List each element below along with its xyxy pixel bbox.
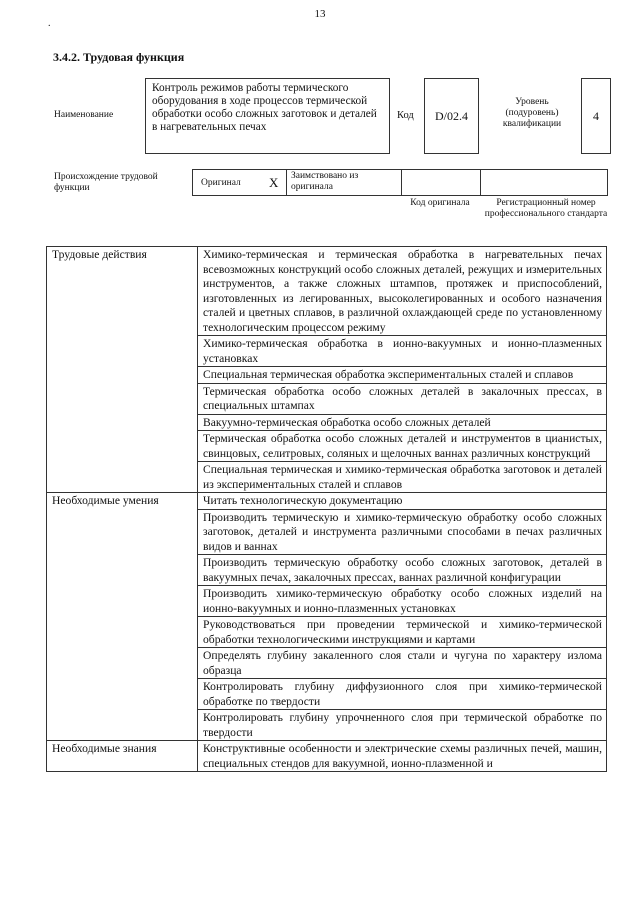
- item-cell: Контролировать глубину упрочненного слоя при термической обработке по твердости: [198, 710, 607, 741]
- category-cell: Трудовые действия: [47, 247, 198, 493]
- item-cell: Химико-термическая обработка в ионно-вакуумных и ионно-плазменных установках: [198, 336, 607, 367]
- table-row: [47, 741, 607, 772]
- item-cell: Контролировать глубину диффузионного слоя при химико-термической обработке по твердости: [198, 679, 607, 710]
- category-cell: Необходимые знания: [47, 741, 198, 772]
- item-cell: Производить химико-термическую обработку особо сложных изделий на ионно-вакуумных и ионно-плазменных установках: [198, 586, 607, 617]
- function-name: Контроль режимов работы термического оборудования в ходе процессов термической обработки особо сложных заготовок и деталей в нагревательных печах: [145, 78, 390, 154]
- category-cell: Необходимые умения: [47, 493, 198, 741]
- item-cell: Конструктивные особенности и электрические схемы различных печей, машин, специальных стендов для вакуумной, ионно-плазменной и: [198, 741, 607, 772]
- table-row: [47, 493, 607, 510]
- origin-original-cell: [192, 169, 287, 196]
- origin-borrowed-cell: [286, 169, 402, 196]
- original-code-caption: Код оригинала: [410, 198, 470, 208]
- origin-reg-cell: [480, 169, 608, 196]
- function-table: [46, 246, 607, 772]
- item-cell: Химико-термическая и термическая обработка в нагревательных печах всевозможных конструкций особо сложных деталей, режущих и измерительных инструментов, а также сложных штампов, протяжек и приспособлений, изготовленных из легированных, высоколегированных и особого назначения сталей и цветных сплавов, в различной охлаждающей среде по установленному технологическим процессом режиму: [198, 247, 607, 336]
- item-cell: Определять глубину закаленного слоя стали и чугуна по характеру излома образца: [198, 648, 607, 679]
- table-row: [47, 247, 607, 336]
- item-cell: Специальная термическая обработка экспериментальных сталей и сплавов: [198, 367, 607, 384]
- item-cell: Производить термическую и химико-термическую обработку особо сложных заготовок, деталей и инструмента различными способами в печах различных видов и ваннах: [198, 509, 607, 555]
- item-cell: Производить термическую обработку особо сложных заготовок, деталей в вакуумных печах, закалочных прессах, ваннах различной конфигурации: [198, 555, 607, 586]
- section-title: 3.4.2. Трудовая функция: [53, 50, 185, 64]
- level-label: Уровень (подуровень) квалификации: [502, 97, 562, 129]
- origin-code-cell: [401, 169, 481, 196]
- registration-caption: Регистрационный номер профессионального стандарта: [484, 198, 608, 219]
- item-cell: Специальная термическая и химико-термическая обработка заготовок и деталей из экспериментальных сталей и сплавов: [198, 462, 607, 493]
- item-cell: Термическая обработка особо сложных деталей и инструментов в цианистых, свинцовых, селитровых, соляных и щелочных ваннах различных конструкций: [198, 431, 607, 462]
- function-code: D/02.4: [424, 78, 479, 154]
- item-cell: Вакуумно-термическая обработка особо сложных деталей: [198, 414, 607, 431]
- item-cell: Руководствоваться при проведении термической и химико-термической обработки технологическими инструкциями и картами: [198, 617, 607, 648]
- name-label: Наименование: [54, 110, 114, 120]
- page-mark: .: [48, 18, 51, 29]
- origin-label: Происхождение трудовой функции: [54, 172, 158, 193]
- item-cell: Термическая обработка особо сложных деталей в закалочных прессах, в специальных штампах: [198, 383, 607, 414]
- page-number: 13: [314, 8, 326, 20]
- original-label: Оригинал: [201, 178, 241, 188]
- code-label: Код: [397, 110, 414, 121]
- original-mark: X: [269, 175, 279, 190]
- borrowed-label: Заимствовано из оригинала: [291, 171, 359, 192]
- item-cell: Читать технологическую документацию: [198, 493, 607, 510]
- origin-row: [192, 169, 608, 196]
- qualification-level: 4: [581, 78, 611, 154]
